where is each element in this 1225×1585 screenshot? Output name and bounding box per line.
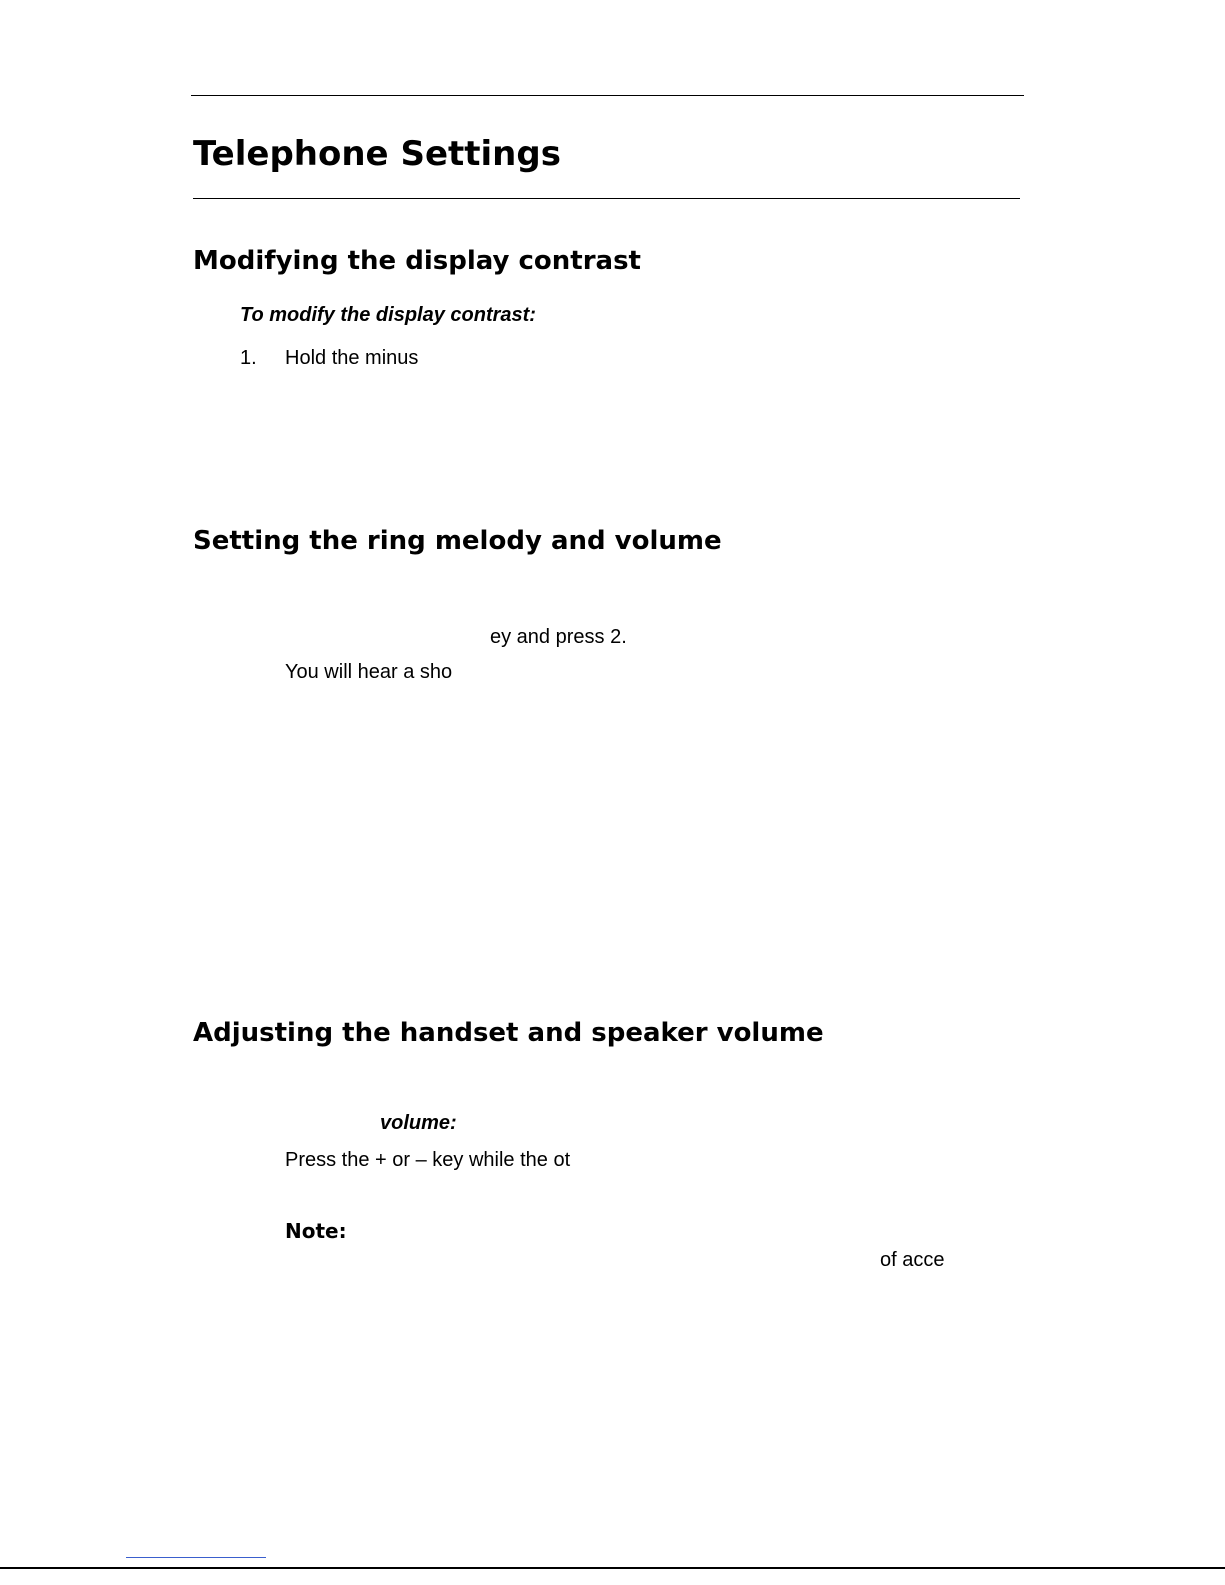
procedure-label-display-contrast: To modify the display contrast:	[240, 304, 536, 326]
procedure-label-volume: volume:	[380, 1112, 457, 1134]
step-number: 1.	[240, 347, 257, 369]
section-heading-ring-melody: Setting the ring melody and volume	[193, 526, 722, 556]
bottom-rule	[0, 1567, 1225, 1569]
note-label: Note:	[285, 1219, 347, 1243]
section-heading-display-contrast: Modifying the display contrast	[193, 246, 641, 276]
top-rule	[191, 95, 1024, 96]
note-text-fragment: of acce	[880, 1249, 945, 1271]
step-text-volume: Press the + or – key while the ot	[285, 1149, 571, 1171]
step-text-display-contrast: Hold the minus	[285, 347, 419, 369]
link-underline	[126, 1557, 266, 1558]
title-rule	[193, 198, 1020, 199]
ring-melody-text-fragment: ey and press 2.	[490, 626, 627, 648]
section-heading-handset-volume: Adjusting the handset and speaker volume	[193, 1018, 824, 1048]
ring-melody-result-text: You will hear a sho	[285, 661, 453, 683]
page-title: Telephone Settings	[193, 134, 561, 174]
